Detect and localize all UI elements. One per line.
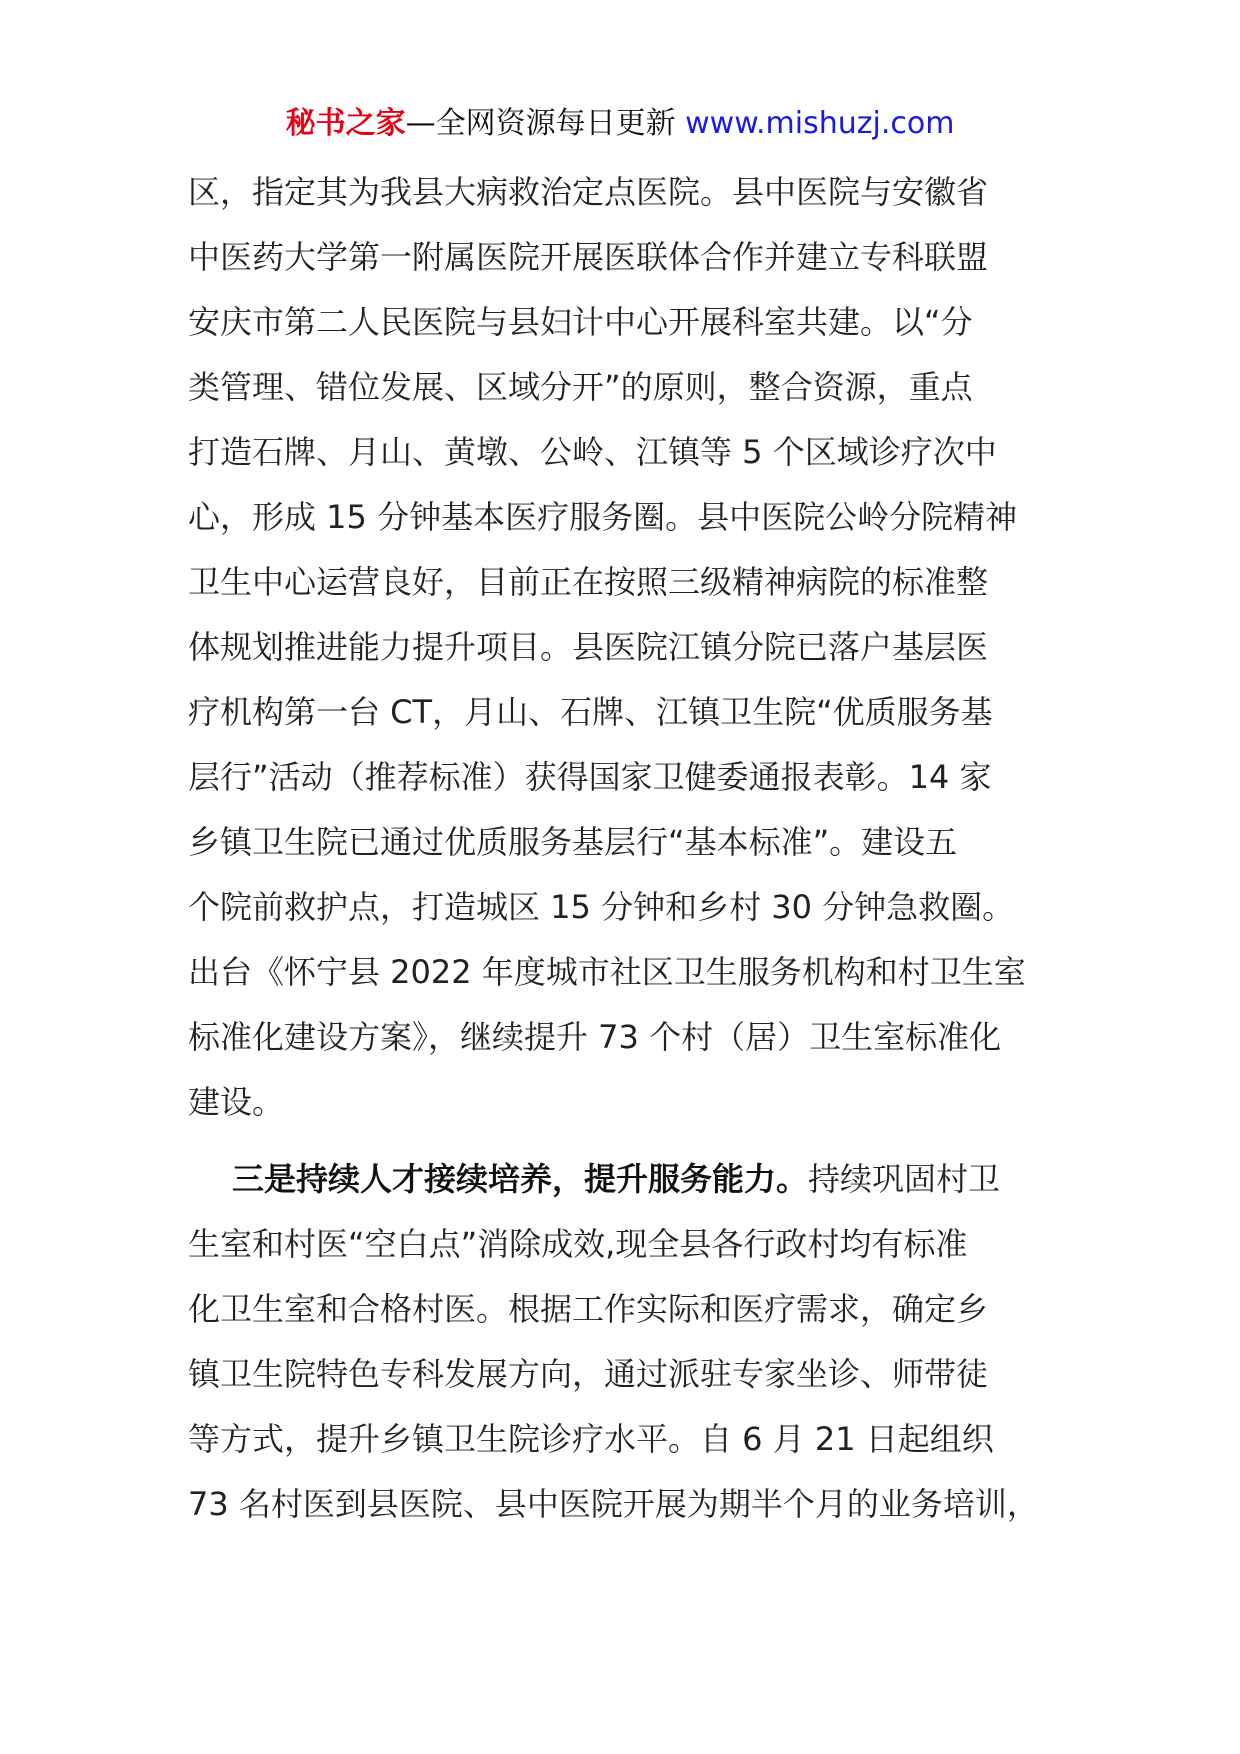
- paragraph-1: [188, 160, 1078, 1135]
- page-header: [0, 102, 1240, 146]
- text-line: 化卫生室和合格村医。根据工作实际和医疗需求，确定乡: [188, 1290, 989, 1328]
- text-line: 标准化建设方案》，继续提升 73 个村（居）卫生室标准化: [188, 1018, 1002, 1056]
- text-line: 镇卫生院特色专科发展方向，通过派驻专家坐诊、师带徒: [188, 1355, 989, 1393]
- text-line: 乡镇卫生院已通过优质服务基层行“基本标准”。建设五: [188, 823, 958, 861]
- text-line: 疗机构第一台 CT，月山、石牌、江镇卫生院“优质服务基: [188, 693, 993, 731]
- paragraph-2-first-line: [188, 1147, 1078, 1212]
- text-line: 体规划推进能力提升项目。县医院江镇分院已落户基层医: [188, 628, 989, 666]
- text-line: 心，形成 15 分钟基本医疗服务圈。县中医院公岭分院精神: [188, 498, 1018, 536]
- text-line: 等方式，提升乡镇卫生院诊疗水平。自 6 月 21 日起组织: [188, 1420, 994, 1458]
- text-line: 区，指定其为我县大病救治定点医院。县中医院与安徽省: [188, 173, 989, 211]
- text-line: 安庆市第二人民医院与县妇计中心开展科室共建。以“分: [188, 303, 973, 341]
- text-line: 73 名村医到县医院、县中医院开展为期半个月的业务培训，: [188, 1485, 1039, 1523]
- section-heading: 三是持续人才接续培养，提升服务能力。: [232, 1160, 809, 1198]
- text-line: 打造石牌、月山、黄墩、公岭、江镇等 5 个区域诊疗次中: [188, 433, 997, 471]
- text-run: 持续巩固村卫: [808, 1160, 1001, 1198]
- header-brand: 秘书之家: [285, 106, 406, 141]
- header-slogan: —全网资源每日更新: [405, 106, 686, 141]
- text-line: 生室和村医“空白点”消除成效,现全县各行政村均有标准: [188, 1225, 968, 1263]
- text-line: 中医药大学第一附属医院开展医联体合作并建立专科联盟: [188, 238, 989, 276]
- text-line: 层行”活动（推荐标准）获得国家卫健委通报表彰。14 家: [188, 758, 992, 796]
- paragraph-2: [188, 1147, 1078, 1537]
- paragraph-spacer: [188, 1135, 1078, 1147]
- document-body: [188, 160, 1078, 1537]
- text-line: 类管理、错位发展、区域分开”的原则，整合资源，重点: [188, 368, 973, 406]
- header-url-link[interactable]: www.mishuzj.com: [685, 106, 955, 141]
- text-line: 卫生中心运营良好，目前正在按照三级精神病院的标准整: [188, 563, 989, 601]
- text-line: 个院前救护点，打造城区 15 分钟和乡村 30 分钟急救圈。: [188, 888, 1015, 926]
- text-line: 建设。: [188, 1083, 285, 1121]
- text-line: 出台《怀宁县 2022 年度城市社区卫生服务机构和村卫生室: [188, 953, 1026, 991]
